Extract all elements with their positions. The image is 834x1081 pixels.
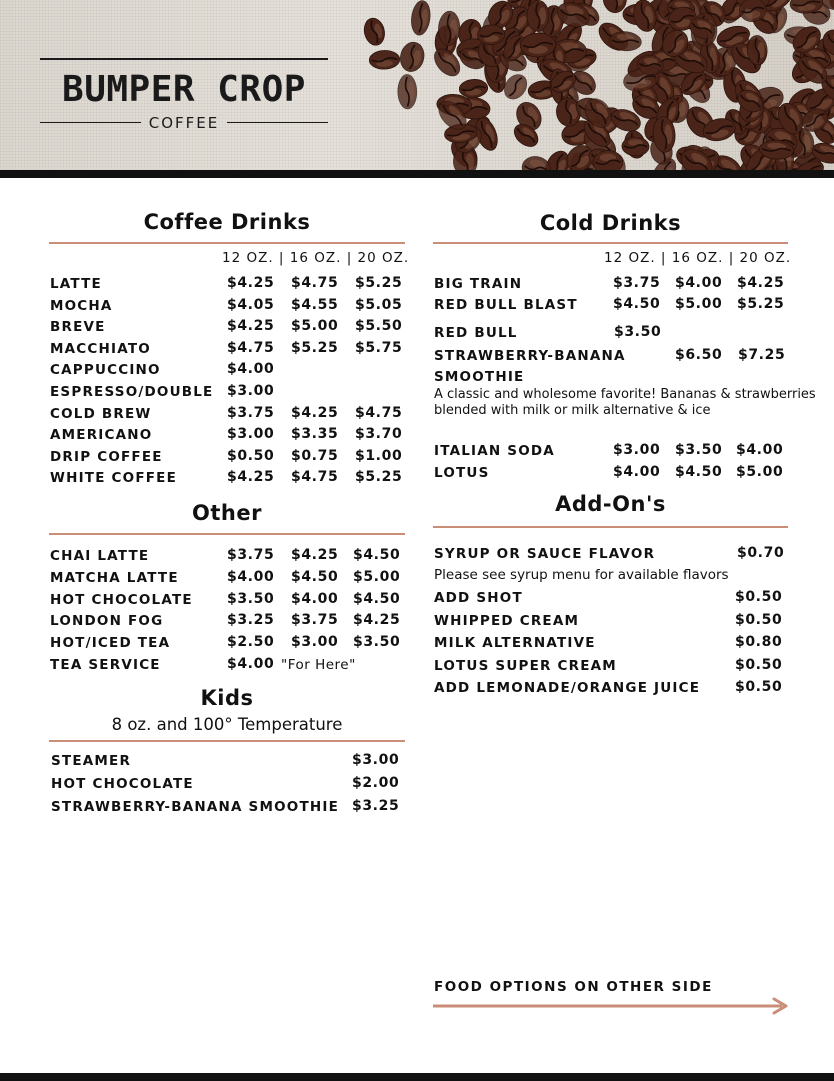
other-item-price: $3.75 [227,547,275,563]
kids-subtitle: 8 oz. and 100° Temperature [111,715,343,734]
addon-item-price: $0.50 [735,679,783,695]
cold-after-item-name: ITALIAN SODA [434,443,555,459]
addon-item-price: $0.50 [735,611,783,628]
kids-item-price: $2.00 [352,774,400,791]
logo-sub-row [40,114,328,132]
coffee-item-price: $4.00 [227,361,275,378]
header-divider-bar [0,170,834,178]
coffee-item-price: $5.50 [355,318,403,335]
other-item-name: MATCHA LATTE [50,569,179,586]
addons-rule [433,526,788,528]
cold-after-item-price: $5.00 [736,463,784,480]
addon-item-name: ADD LEMONADE/ORANGE JUICE [434,680,701,696]
kids-item-price: $3.25 [352,797,400,814]
kids-rule [49,740,405,742]
smoothie-name-line1: STRAWBERRY-BANANA [434,348,626,364]
coffee-item-price: $4.25 [227,275,275,291]
coffee-item-price: $4.75 [227,339,275,356]
coffee-item-name: COLD BREW [50,405,152,422]
kids-title: Kids [200,686,254,710]
cold-item-price: $5.25 [737,295,785,312]
coffee-item-name: BREVE [50,319,106,336]
addon-item-name: LOTUS SUPER CREAM [434,657,617,674]
other-item-name: HOT CHOCOLATE [50,591,193,608]
kids-item-name: STRAWBERRY-BANANA SMOOTHIE [51,798,340,815]
addon-item-price: $0.80 [735,634,783,650]
cold-item-price: $4.25 [737,275,785,291]
addon-item-name: ADD SHOT [434,590,523,606]
smoothie-price-20: $7.25 [738,347,786,363]
cold-drinks-rule [433,242,788,244]
cold-item-price: $4.00 [675,275,723,291]
logo-top-rule [40,58,328,60]
cold-drinks-title: Cold Drinks [539,211,682,235]
arrow-right-icon [432,996,792,1016]
other-item-price: $4.00 [227,568,275,585]
coffee-item-price: $5.25 [291,339,339,356]
brand-name: BUMPER CROP [62,68,306,110]
cold-drinks-sizes: 12 OZ. | 16 OZ. | 20 OZ. [604,250,792,266]
coffee-item-price: $5.25 [355,275,403,291]
other-item-name: LONDON FOG [50,613,164,630]
addon-item-price: $0.50 [735,589,783,605]
coffee-drinks-title: Coffee Drinks [143,210,311,234]
kids-item-name: HOT CHOCOLATE [51,775,194,792]
coffee-item-name: LATTE [50,276,102,292]
addon-item-price: $0.50 [735,656,783,673]
syrup-price: $0.70 [737,545,785,561]
cold-after-item-price: $4.00 [613,463,661,480]
tea-service-note: "For Here" [281,657,356,673]
food-options-note: FOOD OPTIONS ON OTHER SIDE [434,979,713,995]
coffee-item-price: $5.75 [355,339,403,356]
coffee-item-price: $5.05 [355,296,403,313]
coffee-item-price: $4.75 [291,469,339,486]
other-item-name: CHAI LATTE [50,548,150,564]
other-item-price: $4.25 [291,547,339,563]
other-item-price: $2.50 [227,634,275,651]
cold-after-item-name: LOTUS [434,464,490,481]
cold-item-price: $5.00 [675,295,723,312]
smoothie-price-16: $6.50 [675,347,723,363]
coffee-item-name: MACCHIATO [50,340,151,357]
smoothie-description: A classic and wholesome favorite! Bananas & strawberries blended with milk or milk alternative & ice [434,387,816,418]
other-item-price: $3.00 [291,634,339,651]
coffee-item-price: $3.35 [291,426,339,443]
coffee-item-price: $4.25 [291,404,339,421]
tea-service-price: $4.00 [227,656,275,672]
coffee-item-name: DRIP COFFEE [50,448,163,465]
other-rule [49,533,405,535]
coffee-item-price: $4.75 [355,404,403,421]
other-item-price: $4.50 [291,568,339,585]
addon-item-name: MILK ALTERNATIVE [434,635,596,651]
logo-right-rule [227,122,328,124]
coffee-item-price: $3.00 [227,426,275,443]
coffee-item-price: $5.00 [291,318,339,335]
other-item-price: $4.50 [353,547,401,563]
header-banner [0,0,834,170]
other-item-price: $3.50 [227,590,275,607]
coffee-bean [527,0,550,31]
coffee-item-price: $4.25 [227,318,275,335]
coffee-bean [622,137,650,157]
kids-item-name: STEAMER [51,753,132,769]
addons-title: Add-On's [555,492,666,516]
coffee-item-price: $3.75 [227,404,275,421]
coffee-bean [398,74,417,109]
kids-item-price: $3.00 [352,752,400,768]
cold-item-name: BIG TRAIN [434,276,523,292]
cold-after-item-price: $4.50 [675,463,723,480]
brand-logo [40,58,328,132]
cold-after-item-price: $3.50 [675,442,723,458]
other-item-price: $4.25 [353,612,401,629]
coffee-bean [398,40,427,74]
cold-item-price: $3.75 [613,275,661,291]
brand-sub: COFFEE [148,113,220,132]
coffee-item-name: WHITE COFFEE [50,470,178,487]
coffee-bean [438,11,461,47]
other-item-price: $4.00 [291,590,339,607]
coffee-drinks-rule [49,242,405,244]
coffee-item-name: CAPPUCCINO [50,362,161,379]
coffee-drinks-sizes: 12 OZ. | 16 OZ. | 20 OZ. [222,250,410,266]
other-item-price: $3.50 [353,634,401,651]
coffee-item-name: MOCHA [50,297,113,314]
syrup-note: Please see syrup menu for available flavors [434,567,729,583]
other-item-price: $3.25 [227,612,275,629]
cold-after-item-price: $3.00 [613,442,661,458]
other-item-name: HOT/ICED TEA [50,635,171,652]
coffee-item-price: $1.00 [355,447,403,464]
coffee-item-price: $5.25 [355,469,403,486]
coffee-item-price: $0.50 [227,447,275,464]
syrup-name: SYRUP OR SAUCE FLAVOR [434,546,656,562]
coffee-bean [362,16,387,47]
cold-item-price: $4.50 [613,295,661,312]
cold-item-name: RED BULL BLAST [434,296,578,313]
coffee-item-price: $3.00 [227,383,275,399]
coffee-item-price: $4.75 [291,275,339,291]
coffee-item-price: $4.55 [291,296,339,313]
tea-service-name: TEA SERVICE [50,657,161,673]
coffee-item-price: $3.70 [355,426,403,443]
cold-after-item-price: $4.00 [736,442,784,458]
coffee-item-price: $4.25 [227,469,275,486]
coffee-bean [459,79,489,99]
other-item-price: $5.00 [353,568,401,585]
coffee-item-name: ESPRESSO/DOUBLE [50,384,214,400]
coffee-item-price: $4.05 [227,296,275,313]
smoothie-name-line2: SMOOTHIE [434,369,525,385]
coffee-item-name: AMERICANO [50,427,153,444]
coffee-bean [520,154,553,170]
coffee-bean [593,151,623,171]
other-title: Other [192,501,262,525]
coffee-bean [369,50,400,70]
red-bull-name: RED BULL [434,325,518,341]
footer-bar [0,1073,834,1081]
coffee-item-price: $0.75 [291,447,339,464]
addon-item-name: WHIPPED CREAM [434,612,580,629]
other-item-price: $4.50 [353,590,401,607]
coffee-bean [410,0,432,36]
logo-left-rule [40,122,141,124]
red-bull-price: $3.50 [614,324,662,340]
other-item-price: $3.75 [291,612,339,629]
